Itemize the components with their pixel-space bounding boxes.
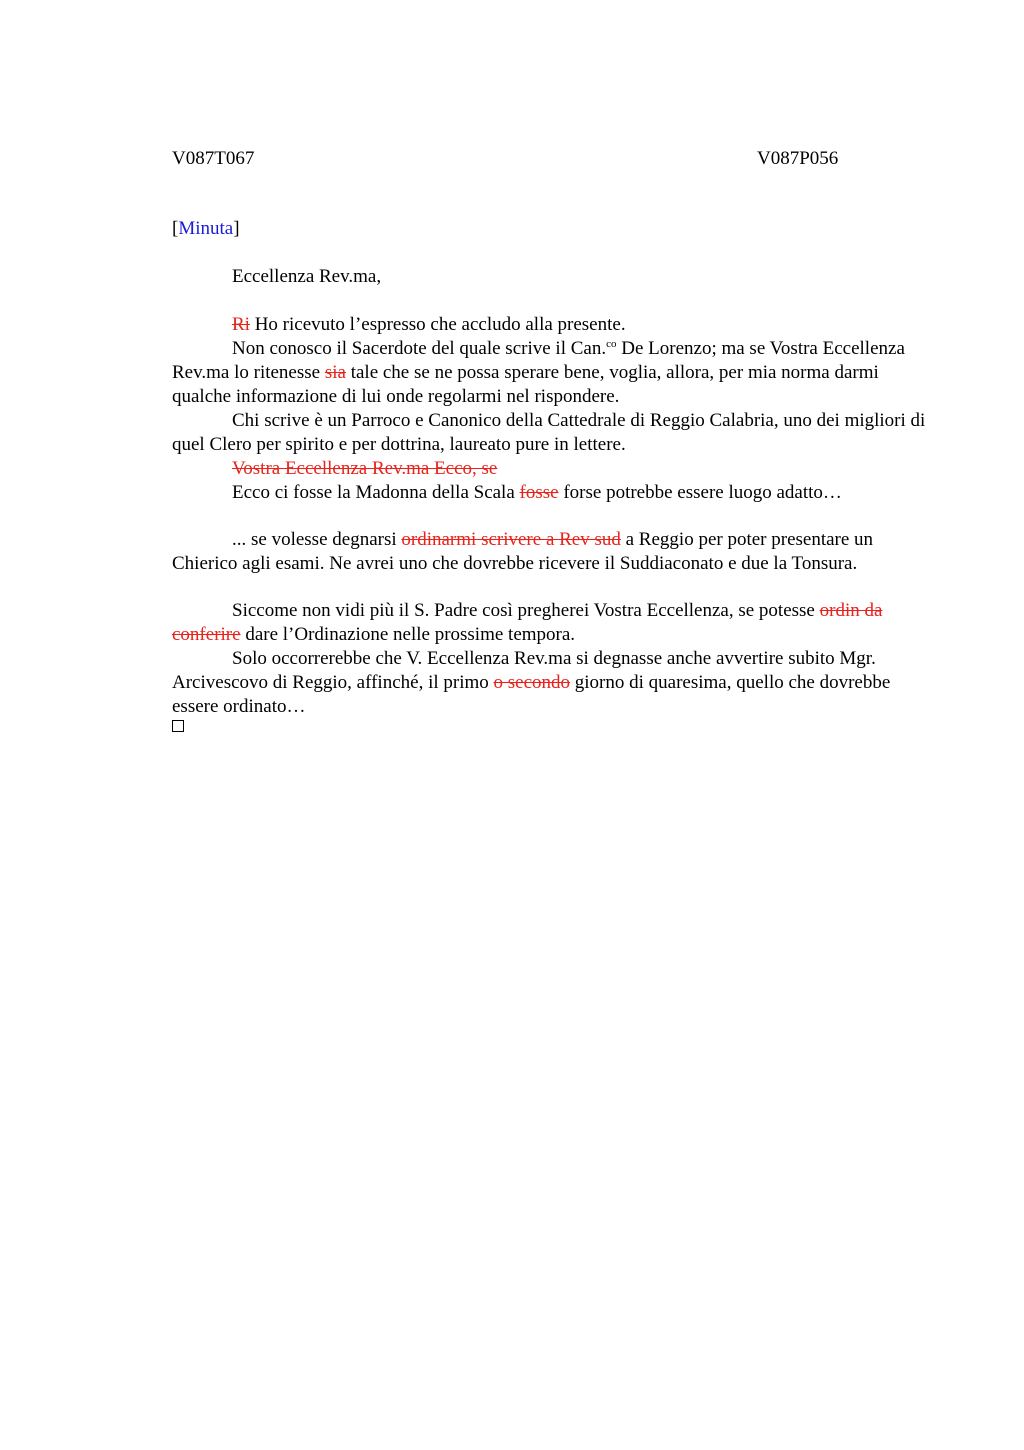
deleted-text: fosse <box>519 482 559 503</box>
deleted-text: o secondo <box>493 672 571 693</box>
paragraph-3: Chi scrive è un Parroco e Canonico della Cattedrale di Reggio Calabria, uno dei migliori di quel Clero per spirito e per dottrina, laureato pure in lettere. <box>172 410 926 455</box>
paragraph-8: Solo occorrerebbe che V. Eccellenza Rev.ma si degnasse anche avvertire subito Mgr. Arcivescovo di Reggio, affinché, il primo o secondo giorno di quaresima, quello che dovrebbe essere ordinato… <box>172 648 891 717</box>
paragraph-5: Ecco ci fosse la Madonna della Scala fosse forse potrebbe essere luogo adatto… <box>232 482 842 503</box>
deleted-text: ordinarmi scrivere a Rev sud <box>401 529 621 550</box>
deleted-text: sia <box>324 362 346 383</box>
label-open-bracket: [ <box>172 218 179 239</box>
paragraph-2: Non conosco il Sacerdote del quale scrive il Can.$^{co}$ De Lorenzo; ma se Vostra Eccellenza Rev.ma lo ritenesse sia tale che se ne possa sperare bene, voglia, allora, per mia norma darmi qualche informazione di lui onde regolarmi nel rispondere. <box>172 338 905 407</box>
label-text: Minuta <box>178 218 234 239</box>
document-code-right: V087P056 <box>757 148 839 169</box>
empty-checkbox-glyph <box>172 720 184 732</box>
paragraph-4 <box>172 457 932 481</box>
label-close-bracket: ] <box>233 218 240 239</box>
document-label <box>172 217 932 241</box>
document-code-left: V087T067 <box>172 148 255 169</box>
paragraph-6: ... se volesse degnarsi ordinarmi scrivere a Rev sud a Reggio per poter presentare un Chierico agli esami. Ne avrei uno che dovrebbe ricevere il Suddiaconato e due la Tonsura. <box>172 529 874 574</box>
header-row <box>172 147 932 171</box>
paragraph-7: Siccome non vidi più il S. Padre così pregherei Vostra Eccellenza, se potesse ordin da conferire dare l’Ordinazione nelle prossime tempora. <box>172 600 883 645</box>
superscript: co <box>606 338 617 350</box>
salutation: Eccellenza Rev.ma, <box>232 266 382 287</box>
paragraph-1: Ri Ho ricevuto l’espresso che accludo alla presente. <box>232 314 626 335</box>
deleted-text: Ri <box>232 314 250 335</box>
deleted-text: Vostra Eccellenza Rev.ma Ecco, se <box>232 458 498 479</box>
deleted-text: ordin da conferire <box>172 600 883 645</box>
